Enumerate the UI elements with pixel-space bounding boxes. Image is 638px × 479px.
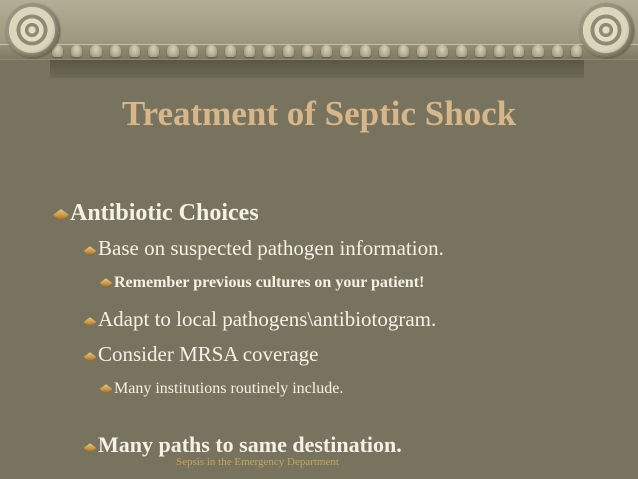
dentil (456, 45, 467, 57)
dentil (436, 45, 447, 57)
dentil (340, 45, 351, 57)
dentil (167, 45, 178, 57)
dentil (148, 45, 159, 57)
dentil (187, 45, 198, 57)
dentil (71, 45, 82, 57)
volute-scroll-right-icon (579, 3, 633, 57)
dentil (552, 45, 563, 57)
dentil (494, 45, 505, 57)
dentil (90, 45, 101, 57)
dentil (475, 45, 486, 57)
dentil (52, 45, 63, 57)
dentil (129, 45, 140, 57)
capital-shadow (50, 60, 584, 78)
dentil (417, 45, 428, 57)
dentil (244, 45, 255, 57)
diamond-bullet-icon (53, 209, 69, 221)
dentil (513, 45, 524, 57)
diamond-bullet-icon (100, 384, 113, 394)
bullet-item-base-on-pathogen (86, 236, 444, 261)
dentil (360, 45, 371, 57)
volute-scroll-left-icon (5, 3, 59, 57)
dentil (398, 45, 409, 57)
bullet-text: Antibiotic Choices (70, 200, 259, 226)
bullet-text: Base on suspected pathogen information. (98, 236, 444, 260)
diamond-bullet-icon (84, 443, 97, 453)
bullet-item-many-paths (86, 432, 402, 458)
dentil (379, 45, 390, 57)
dentil (321, 45, 332, 57)
bullet-text: Remember previous cultures on your patient! (114, 274, 425, 291)
diamond-bullet-icon (100, 278, 113, 288)
diamond-bullet-icon (84, 317, 97, 327)
dentil (571, 45, 582, 57)
dentil (206, 45, 217, 57)
dentil (263, 45, 274, 57)
bullet-text: Many institutions routinely include. (114, 380, 344, 397)
diamond-bullet-icon (84, 246, 97, 256)
bullet-text: Consider MRSA coverage (98, 342, 319, 366)
dentil (302, 45, 313, 57)
slide-title: Treatment of Septic Shock (121, 94, 517, 133)
dentil (110, 45, 121, 57)
bullet-item-remember-cultures (102, 274, 424, 292)
dentil (532, 45, 543, 57)
dentil (283, 45, 294, 57)
bullet-text: Adapt to local pathogens\antibiotogram. (98, 307, 437, 331)
bullet-item-adapt-local-pathogens (86, 307, 436, 332)
diamond-bullet-icon (84, 352, 97, 362)
dentil (225, 45, 236, 57)
bullet-item-antibiotic-choices (56, 200, 259, 227)
dentil-row (52, 44, 582, 58)
bullet-text: Many paths to same destination. (98, 432, 402, 457)
bullet-item-many-institutions (102, 380, 343, 398)
bullet-item-consider-mrsa (86, 342, 318, 367)
slide-footer: Sepsis in the Emergency Department (176, 456, 339, 468)
